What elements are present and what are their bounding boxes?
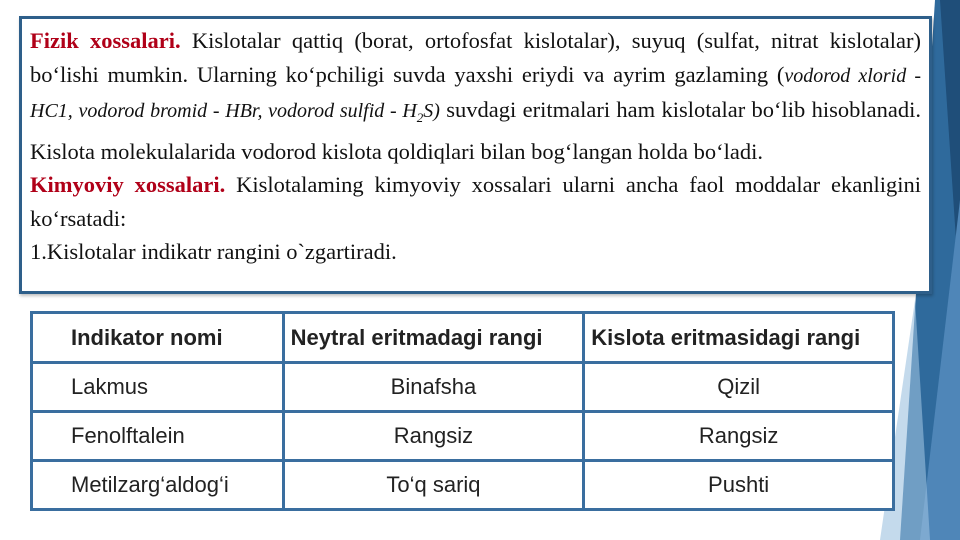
- italic-examples-text: vodorod xlorid - HC1, vodorod bromid - HBr, vodorod sulfid - H: [30, 64, 921, 122]
- column-header-acid-color: Kislota eritmasidagi rangi: [584, 313, 894, 363]
- text-box: [19, 16, 932, 294]
- paragraph-text: Kislotalar qattiq (borat, ortofosfat kislotalar), suyuq (sulfat, nitrat kislotalar) bo‘lishi mumkin. Ularning ko‘pchiligi suvda yaxshi eriydi va ayrim gazlaming (: [30, 28, 922, 87]
- table-cell-acid: Rangsiz: [584, 412, 894, 461]
- paragraph-text-continued: suvdagi eritmalari ham kislotalar bo‘lib hisoblanadi. Kislota molekulalarida vodorod kislota qoldiqlari bilan bog‘langan holda bo‘ladi.: [30, 97, 921, 164]
- column-header-neutral-color: Neytral eritmadagi rangi: [283, 313, 584, 363]
- table-row: [32, 363, 894, 412]
- column-header-indicator-name: Indikator nomi: [32, 313, 284, 363]
- table-cell-neutral: To‘q sariq: [283, 461, 584, 510]
- paragraph-text: Kislotalaming kimyoviy xossalari ularni ancha faol moddalar ekanligini ko‘rsatadi:: [30, 172, 921, 231]
- paragraph-physical-properties: [30, 24, 921, 168]
- table-row: [32, 412, 894, 461]
- table-header-row: [32, 313, 894, 363]
- heading-physical-properties: Fizik xossalari.: [30, 28, 181, 53]
- table-cell-indicator: Lakmus: [32, 363, 284, 412]
- paragraph-list-item-1: 1.Kislotalar indikatr rangini o`zgartiradi.: [30, 239, 397, 264]
- table-cell-acid: Pushti: [584, 461, 894, 510]
- table-cell-neutral: Binafsha: [283, 363, 584, 412]
- italic-examples-end: S): [423, 100, 440, 122]
- table-cell-indicator: Fenolftalein: [32, 412, 284, 461]
- table-cell-indicator: Metilzarg‘aldog‘i: [32, 461, 284, 510]
- subscript-2: 2: [416, 110, 424, 125]
- heading-chemical-properties: Kimyoviy xossalari.: [30, 172, 226, 197]
- indicator-table: [30, 311, 895, 511]
- table-cell-neutral: Rangsiz: [283, 412, 584, 461]
- table-row: [32, 461, 894, 510]
- indicator-table-container: [30, 311, 895, 508]
- paragraph-chemical-properties: [30, 168, 921, 235]
- table-cell-acid: Qizil: [584, 363, 894, 412]
